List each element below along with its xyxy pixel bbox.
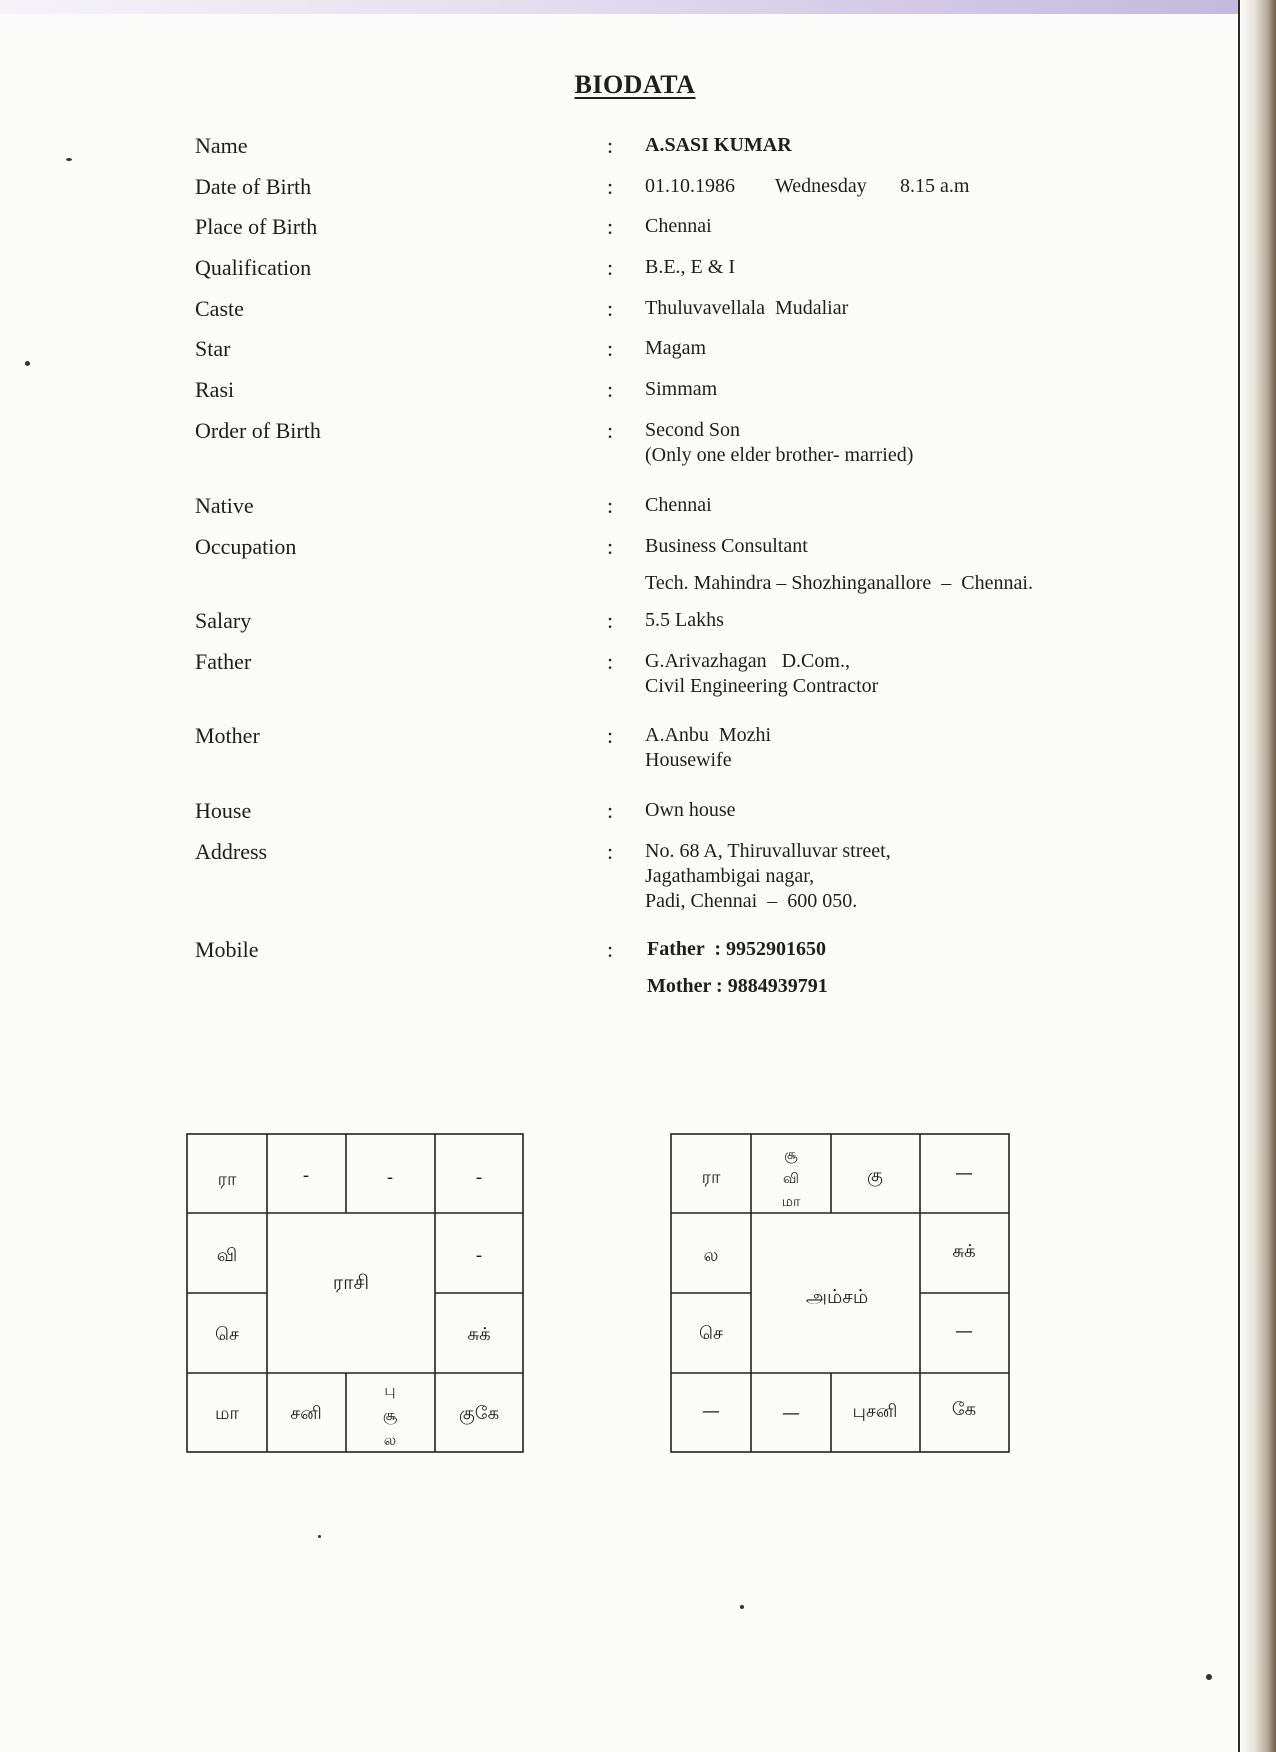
field-label: Native: [195, 493, 254, 518]
field-separator: :: [607, 493, 614, 518]
amsam-chart-grid: [670, 1133, 1012, 1455]
amsam-cell-r0c1-2: வி: [783, 1171, 799, 1187]
field-label: Salary: [195, 608, 252, 633]
rasi-cell-r3c3: குகே: [458, 1403, 500, 1424]
field-separator: :: [607, 255, 614, 280]
address-line-2: Jagathambigai nagar,: [645, 865, 815, 887]
field-label: Caste: [195, 296, 244, 321]
field-value: Magam: [645, 337, 707, 359]
address-line-3: Padi, Chennai – 600 050.: [645, 890, 858, 912]
field-label: Rasi: [195, 377, 235, 402]
scan-speck: [740, 1605, 744, 1609]
field-label: Date of Birth: [195, 174, 312, 199]
paper-edge-shadow: [1240, 0, 1276, 1752]
scan-speck: [1206, 1674, 1212, 1680]
amsam-cell-r3c1: —: [782, 1403, 800, 1424]
rasi-cell-r2c0: செ: [215, 1324, 239, 1345]
rasi-center-label: ராசி: [332, 1270, 370, 1294]
field-separator: :: [607, 937, 614, 962]
dob-time: 8.15 a.m: [900, 175, 970, 197]
field-label: Place of Birth: [195, 214, 318, 239]
mother-occupation: Housewife: [645, 749, 732, 771]
paper-top-stain: [0, 0, 1276, 14]
field-label: Order of Birth: [195, 418, 321, 443]
field-separator: :: [607, 214, 614, 239]
amsam-cell-r2c0: செ: [699, 1323, 723, 1344]
field-separator: :: [607, 798, 614, 823]
rasi-cell-r3c2-3: ல: [383, 1431, 397, 1449]
amsam-cell-r0c1-3: மா: [781, 1194, 801, 1210]
rasi-cell-r3c0: மா: [215, 1403, 239, 1424]
field-separator: :: [607, 534, 614, 559]
amsam-cell-r3c0: —: [702, 1401, 720, 1422]
field-label: Name: [195, 133, 248, 158]
amsam-chart: [670, 1133, 1012, 1455]
field-separator: :: [607, 608, 614, 633]
field-value: 5.5 Lakhs: [645, 609, 724, 631]
rasi-cell-r0c1: -: [302, 1165, 310, 1186]
field-value-note: (Only one elder brother- married): [645, 444, 914, 466]
field-label: Father: [195, 649, 252, 674]
rasi-chart: [186, 1133, 526, 1455]
mobile-father: Father : 9952901650: [647, 938, 827, 960]
field-value: Business Consultant: [645, 535, 808, 557]
field-separator: :: [607, 296, 614, 321]
rasi-cell-r3c2-2: சூ: [382, 1406, 398, 1424]
field-separator: :: [607, 723, 614, 748]
rasi-cell-r0c3: -: [475, 1167, 483, 1188]
field-value: B.E., E & I: [645, 256, 735, 278]
field-label: Occupation: [195, 534, 297, 559]
amsam-cell-r0c0: ரா: [701, 1167, 721, 1188]
field-value: A.Anbu Mozhi: [645, 724, 772, 746]
dob-day: Wednesday: [775, 175, 867, 197]
field-value: G.Arivazhagan D.Com.,: [645, 650, 850, 672]
dob-date: 01.10.1986: [645, 175, 735, 197]
rasi-cell-r3c2-1: பு: [384, 1381, 396, 1399]
field-label: Mobile: [195, 937, 259, 962]
amsam-center-label: அம்சம்: [805, 1286, 869, 1308]
field-value: Second Son: [645, 419, 740, 441]
field-separator: :: [607, 174, 614, 199]
rasi-chart-grid: [186, 1133, 526, 1455]
amsam-cell-r0c3: —: [955, 1163, 973, 1184]
field-label: Mother: [195, 723, 260, 748]
amsam-cell-r3c2: புசனி: [852, 1401, 898, 1422]
scan-speck: [25, 361, 30, 366]
field-label: Star: [195, 336, 231, 361]
address-line-1: No. 68 A, Thiruvalluvar street,: [645, 840, 891, 862]
field-label: Address: [195, 839, 268, 864]
page-title: BIODATA: [574, 70, 696, 99]
field-label: House: [195, 798, 252, 823]
field-value: Chennai: [645, 215, 712, 237]
field-label: Qualification: [195, 255, 312, 280]
occupation-employer: Tech. Mahindra – Shozhinganallore – Chennai.: [645, 572, 1033, 594]
field-separator: :: [607, 649, 614, 674]
amsam-cell-r2c3: —: [955, 1321, 973, 1342]
amsam-cell-r0c1-1: சூ: [784, 1147, 798, 1163]
rasi-cell-r1c3: -: [475, 1245, 483, 1266]
rasi-cell-r1c0: வி: [216, 1245, 238, 1266]
field-separator: :: [607, 377, 614, 402]
field-separator: :: [607, 418, 614, 443]
amsam-cell-r1c3: சுக்: [952, 1241, 976, 1262]
amsam-cell-r1c0: ல: [703, 1245, 719, 1266]
rasi-cell-r0c2: -: [386, 1167, 394, 1188]
mobile-mother: Mother : 9884939791: [647, 975, 828, 997]
field-value: Chennai: [645, 494, 712, 516]
father-occupation: Civil Engineering Contractor: [645, 675, 879, 697]
field-value: Own house: [645, 799, 736, 821]
amsam-cell-r0c2: கு: [867, 1165, 883, 1186]
field-value: Thuluvavellala Mudaliar: [645, 297, 849, 319]
rasi-cell-r3c1: சனி: [290, 1403, 322, 1424]
field-value: A.SASI KUMAR: [645, 134, 792, 156]
scan-speck: [66, 158, 72, 161]
amsam-cell-r3c3: கே: [951, 1399, 977, 1420]
rasi-cell-r0c0: ரா: [217, 1169, 237, 1190]
field-separator: :: [607, 133, 614, 158]
field-separator: :: [607, 336, 614, 361]
field-value: Simmam: [645, 378, 718, 400]
rasi-cell-r2c3: சுக்: [467, 1324, 491, 1345]
scan-speck: [318, 1535, 321, 1538]
field-separator: :: [607, 839, 614, 864]
